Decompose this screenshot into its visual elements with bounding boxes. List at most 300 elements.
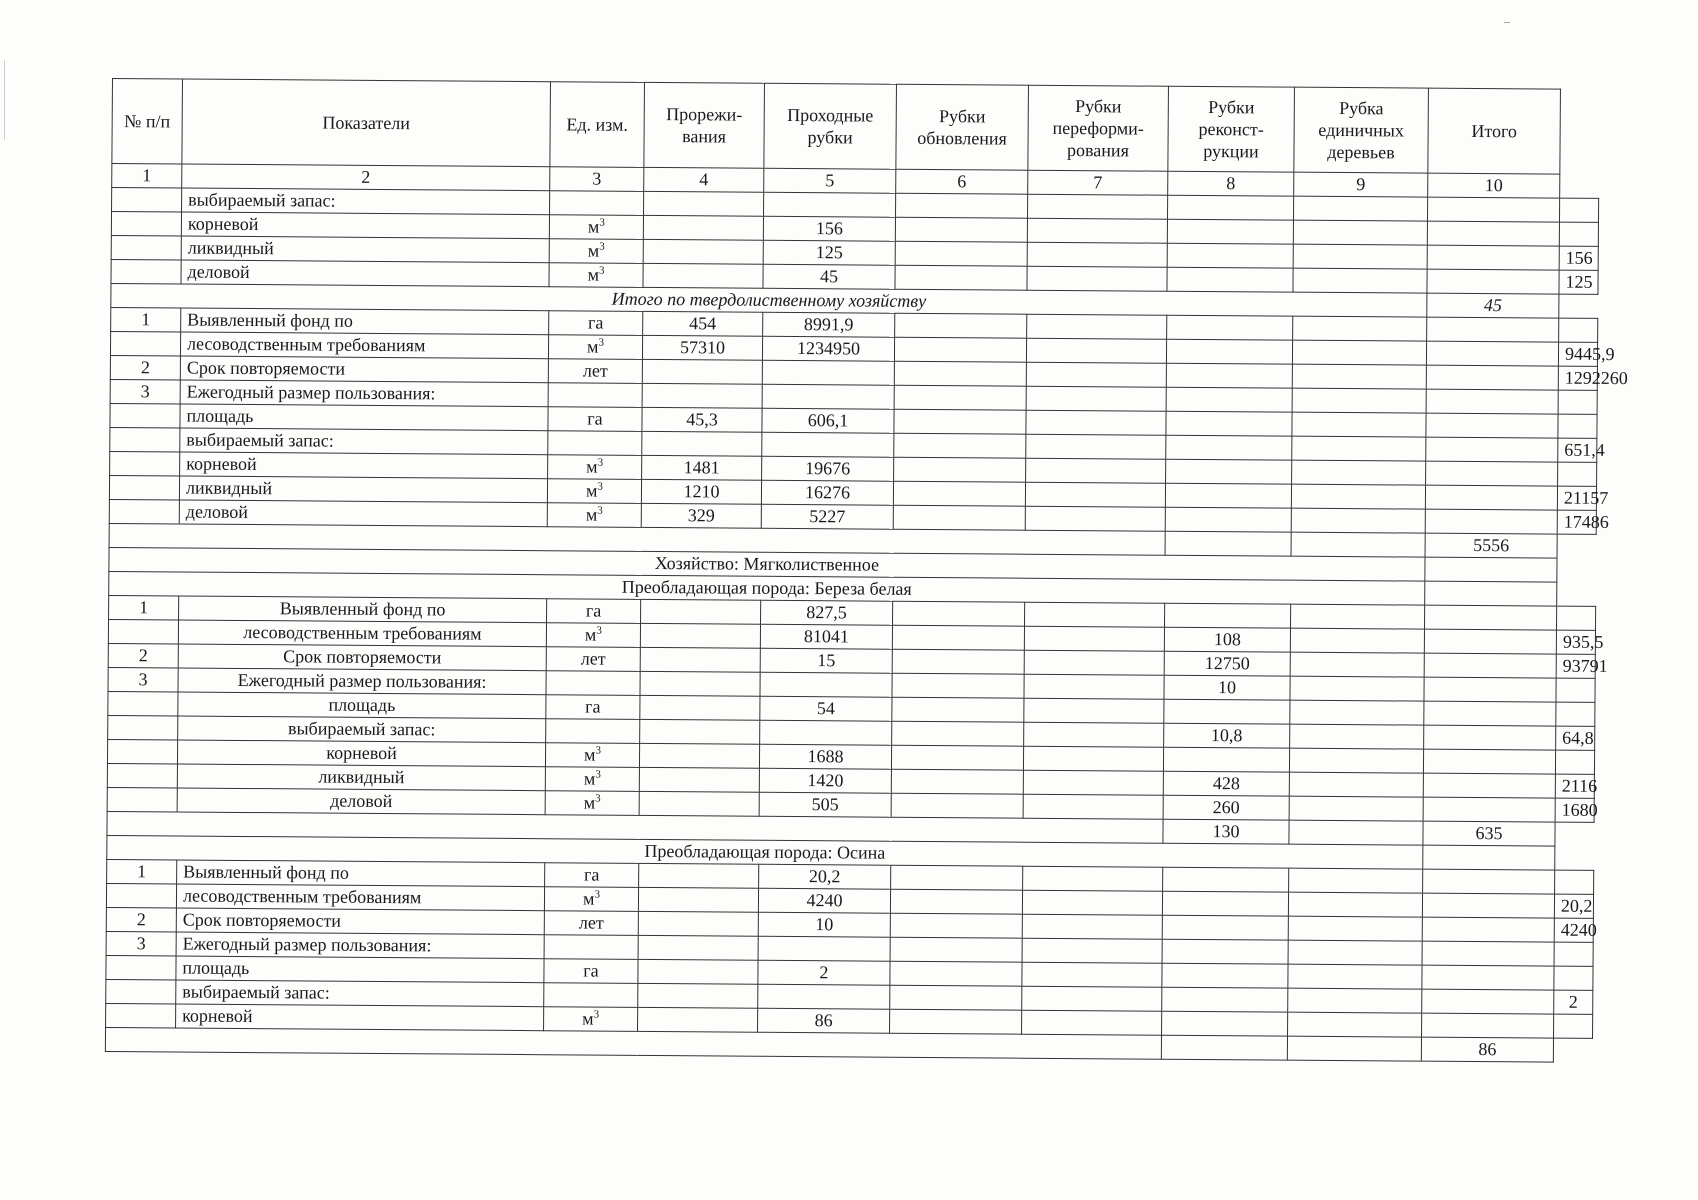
value-cell: 8991,9 [763, 312, 895, 337]
value-cell [1290, 652, 1424, 677]
unit-text: га [585, 696, 601, 717]
total-cell [1558, 414, 1597, 438]
value-cell [890, 985, 1022, 1010]
row-number [111, 235, 181, 260]
total-cell [1554, 966, 1593, 990]
value-cell [640, 647, 760, 672]
header-cell: Итого [1428, 88, 1561, 174]
value-cell: 86 [758, 1008, 890, 1033]
section-title: Преобладающая порода: Береза белая [109, 571, 1425, 605]
value-cell [1427, 197, 1559, 222]
value-cell: 20,2 [759, 864, 891, 889]
value-cell [890, 937, 1022, 962]
value-cell [894, 361, 1026, 386]
unit-text: м [585, 480, 598, 501]
value-cell [1422, 941, 1554, 966]
value-cell [1422, 917, 1554, 942]
value-cell [1288, 988, 1422, 1013]
total-cell: 21157 [1557, 486, 1596, 510]
row-number [109, 475, 179, 500]
total-cell: 86 [1421, 1037, 1553, 1062]
row-number [106, 883, 176, 908]
value-cell [1165, 603, 1291, 628]
unit-cell [547, 479, 641, 504]
scan-edge-mark [4, 60, 5, 140]
indicator-label: Выявленный фонд по [181, 308, 549, 335]
value-cell: 2 [758, 960, 890, 985]
value-cell [1288, 964, 1422, 989]
value-cell [641, 599, 761, 624]
row-number [107, 739, 177, 764]
value-cell [1426, 413, 1558, 438]
value-cell [1293, 316, 1427, 341]
row-number [111, 212, 181, 237]
value-cell [1288, 1012, 1422, 1037]
indicator-label: выбираемый запас: [182, 188, 550, 215]
column-number: 1 [112, 164, 182, 189]
value-cell [764, 192, 896, 217]
unit-cell [545, 767, 639, 792]
value-cell [1292, 436, 1426, 461]
value-cell [1024, 626, 1164, 651]
value-cell [894, 385, 1026, 410]
value-cell [1162, 939, 1288, 964]
value-cell [895, 217, 1027, 242]
unit-cell [546, 695, 640, 720]
unit-cell [549, 263, 643, 288]
value-cell [1164, 699, 1290, 724]
unit-text: м [584, 744, 596, 765]
total-cell [1556, 606, 1595, 630]
value-cell: 5227 [761, 504, 893, 529]
total-cell [1556, 678, 1595, 702]
row-number: 1 [111, 307, 181, 332]
value-cell: 108 [1164, 627, 1290, 652]
value-cell [1289, 820, 1423, 845]
value-cell [1162, 1011, 1288, 1036]
unit-cell [550, 191, 644, 216]
unit-cell [545, 863, 639, 888]
row-number [107, 763, 177, 788]
indicator-label: выбираемый запас: [176, 980, 544, 1007]
value-cell [1022, 938, 1162, 963]
row-number [109, 499, 179, 524]
value-cell [895, 265, 1027, 290]
unit-text: м [587, 216, 600, 237]
value-cell [1426, 461, 1558, 486]
indicator-label: площадь [178, 692, 546, 719]
unit-cell [544, 935, 638, 960]
forest-use-table [105, 78, 1628, 1063]
total-cell: 635 [1423, 821, 1555, 846]
value-cell: 10 [1164, 675, 1290, 700]
value-cell: 1481 [642, 455, 762, 480]
value-cell [1163, 867, 1289, 892]
unit-superscript: 3 [593, 1008, 600, 1021]
indicator-label: деловой [179, 500, 547, 527]
value-cell [890, 889, 1022, 914]
value-cell [891, 865, 1023, 890]
unit-cell [548, 335, 642, 360]
total-cell: 2 [1554, 990, 1593, 1014]
total-cell [1559, 318, 1598, 342]
column-number: 6 [896, 169, 1028, 194]
total-cell [1555, 750, 1594, 774]
value-cell [895, 241, 1027, 266]
total-cell: 651,4 [1558, 438, 1597, 462]
total-cell: 20,2 [1554, 894, 1593, 918]
column-number: 7 [1028, 170, 1168, 195]
value-cell [638, 911, 758, 936]
value-cell [892, 721, 1024, 746]
value-cell: 156 [763, 216, 895, 241]
value-cell [1287, 1036, 1421, 1061]
value-cell [891, 745, 1023, 770]
value-cell [1426, 389, 1558, 414]
indicator-label: лесоводственным требованиям [180, 332, 548, 359]
unit-cell [548, 455, 642, 480]
value-cell [1167, 315, 1293, 340]
indicator-label: корневой [177, 740, 545, 767]
value-cell [642, 359, 762, 384]
value-cell: 606,1 [762, 408, 894, 433]
value-cell: 57310 [642, 335, 762, 360]
value-cell [1291, 532, 1425, 557]
value-cell [1422, 1013, 1554, 1038]
value-cell: 130 [1163, 819, 1289, 844]
value-cell [894, 337, 1026, 362]
total-cell [1555, 870, 1594, 894]
column-number: 4 [644, 167, 764, 192]
value-cell [1288, 940, 1422, 965]
total-cell [1556, 702, 1595, 726]
value-cell [1290, 700, 1424, 725]
value-cell [640, 719, 760, 744]
indicator-label: Выявленный фонд по [179, 596, 547, 623]
value-cell [1163, 747, 1289, 772]
value-cell [638, 935, 758, 960]
value-cell [1166, 411, 1292, 436]
unit-superscript: 3 [595, 744, 602, 757]
value-cell [1024, 698, 1164, 723]
value-cell: 15 [760, 648, 892, 673]
value-cell [1026, 410, 1166, 435]
value-cell [1424, 725, 1556, 750]
unit-text: га [583, 864, 600, 885]
unit-cell [549, 239, 643, 264]
indicator-label: Срок повторяемости [178, 644, 546, 671]
indicator-label: Ежегодный размер пользования: [176, 932, 544, 959]
header-cell: Показатели [182, 79, 551, 167]
value-cell [762, 360, 894, 385]
value-cell [1166, 363, 1292, 388]
value-cell [894, 457, 1026, 482]
value-cell [642, 383, 762, 408]
total-cell: 45 [1427, 293, 1559, 318]
value-cell [1423, 869, 1555, 894]
value-cell [760, 672, 892, 697]
indicator-label: Ежегодный размер пользования: [178, 668, 546, 695]
value-cell: 329 [641, 503, 761, 528]
value-cell [1026, 338, 1166, 363]
row-number [106, 979, 176, 1004]
value-cell [894, 433, 1026, 458]
value-cell [1027, 266, 1167, 291]
indicator-label: Ежегодный размер пользования: [180, 380, 548, 407]
value-cell [1022, 962, 1162, 987]
total-cell [1425, 557, 1557, 582]
indicator-label: Срок повторяемости [176, 908, 544, 935]
total-cell: 4240 [1554, 918, 1593, 942]
value-cell [1427, 221, 1559, 246]
total-cell [1554, 942, 1593, 966]
value-cell [1022, 914, 1162, 939]
value-cell [1024, 674, 1164, 699]
value-cell [1162, 963, 1288, 988]
row-number [108, 619, 178, 644]
header-cell: Ед. изм. [550, 82, 645, 168]
value-cell [1288, 916, 1422, 941]
value-cell [640, 671, 760, 696]
value-cell [1166, 435, 1292, 460]
indicator-label: ликвидный [177, 764, 545, 791]
value-cell [642, 431, 762, 456]
row-number: 2 [110, 355, 180, 380]
value-cell [893, 481, 1025, 506]
value-cell [1167, 267, 1293, 292]
value-cell [1292, 340, 1426, 365]
unit-superscript: 3 [599, 240, 605, 253]
column-number: 10 [1428, 173, 1560, 198]
value-cell [1027, 314, 1167, 339]
value-cell [1162, 891, 1288, 916]
indicator-label: площадь [180, 404, 548, 431]
total-cell [1425, 581, 1557, 606]
unit-text: м [584, 624, 597, 645]
value-cell [1427, 317, 1559, 342]
unit-text: м [587, 336, 599, 357]
unit-text: м [587, 264, 600, 285]
unit-text: м [583, 768, 596, 789]
value-cell [1027, 194, 1167, 219]
value-cell [1293, 244, 1427, 269]
value-cell [639, 743, 759, 768]
unit-superscript: 3 [597, 480, 603, 493]
value-cell: 16276 [761, 480, 893, 505]
value-cell [892, 625, 1024, 650]
value-cell [1022, 986, 1162, 1011]
unit-superscript: 3 [595, 768, 601, 781]
value-cell [1293, 220, 1427, 245]
value-cell [1425, 509, 1557, 534]
value-cell [1422, 965, 1554, 990]
unit-cell [544, 959, 638, 984]
value-cell [892, 697, 1024, 722]
unit-text: м [585, 504, 598, 525]
value-cell: 1234950 [762, 336, 894, 361]
value-cell: 125 [763, 240, 895, 265]
value-cell [891, 769, 1023, 794]
row-number [110, 403, 180, 428]
value-cell [1023, 746, 1163, 771]
value-cell [1025, 482, 1165, 507]
total-cell: 935,5 [1556, 630, 1595, 654]
value-cell: 81041 [760, 624, 892, 649]
value-cell: 827,5 [761, 600, 893, 625]
value-cell: 260 [1163, 795, 1289, 820]
value-cell [643, 263, 763, 288]
total-cell [1423, 845, 1555, 870]
indicator-label: площадь [176, 956, 544, 983]
value-cell [1424, 629, 1556, 654]
indicator-label: выбираемый запас: [180, 428, 548, 455]
total-cell: 156 [1559, 246, 1598, 270]
unit-cell [544, 1007, 638, 1032]
section-title: Итого по твердолиственному хозяйству [111, 283, 1427, 317]
unit-cell [548, 407, 642, 432]
value-cell: 12750 [1164, 651, 1290, 676]
column-number: 5 [764, 168, 896, 193]
indicator-label: деловой [181, 260, 549, 287]
unit-superscript: 3 [595, 792, 601, 805]
unit-cell [547, 599, 641, 624]
value-cell [1025, 602, 1165, 627]
value-cell [1291, 508, 1425, 533]
unit-text: м [583, 792, 596, 813]
value-cell: 1420 [759, 768, 891, 793]
section-title: Преобладающая порода: Осина [107, 835, 1423, 869]
value-cell [1022, 890, 1162, 915]
value-cell [1026, 362, 1166, 387]
unit-text: лет [578, 912, 604, 933]
value-cell [1162, 987, 1288, 1012]
value-cell [1426, 341, 1558, 366]
unit-superscript: 3 [597, 504, 603, 517]
value-cell [760, 720, 892, 745]
column-number: 9 [1294, 172, 1428, 197]
table-body [105, 188, 1628, 1063]
value-cell [1292, 364, 1426, 389]
value-cell [891, 793, 1023, 818]
row-number: 2 [108, 643, 178, 668]
value-cell: 45,3 [642, 407, 762, 432]
value-cell [1022, 1010, 1162, 1035]
row-number [108, 715, 178, 740]
value-cell [1424, 605, 1556, 630]
value-cell [1026, 458, 1166, 483]
unit-text: га [587, 312, 604, 333]
value-cell [638, 983, 758, 1008]
value-cell [643, 239, 763, 264]
value-cell [762, 432, 894, 457]
value-cell: 54 [760, 696, 892, 721]
value-cell [1424, 653, 1556, 678]
unit-text: га [587, 408, 603, 429]
value-cell [643, 215, 763, 240]
header-cell: Рубки реконст-рукции [1168, 86, 1295, 172]
value-cell [1427, 269, 1559, 294]
unit-text: га [583, 960, 599, 981]
value-cell [1166, 339, 1292, 364]
value-cell [638, 887, 758, 912]
value-cell: 10,8 [1164, 723, 1290, 748]
unit-cell [548, 431, 642, 456]
row-number [106, 1003, 176, 1028]
value-cell [1426, 365, 1558, 390]
unit-text: м [582, 1008, 594, 1029]
row-number: 3 [106, 931, 176, 956]
row-number: 3 [110, 379, 180, 404]
total-cell [1559, 222, 1598, 246]
value-cell [1423, 749, 1555, 774]
unit-cell [546, 719, 640, 744]
value-cell [1024, 722, 1164, 747]
value-cell [638, 959, 758, 984]
value-cell [1290, 628, 1424, 653]
unit-text: м [587, 240, 600, 261]
column-number: 8 [1168, 171, 1294, 196]
indicator-label: выбираемый запас: [178, 716, 546, 743]
value-cell [1165, 483, 1291, 508]
total-cell [1554, 1014, 1593, 1038]
value-cell [644, 191, 764, 216]
value-cell [1423, 797, 1555, 822]
indicator-label: деловой [177, 788, 545, 815]
unit-superscript: 3 [599, 216, 605, 229]
value-cell [890, 1009, 1022, 1034]
value-cell [1167, 195, 1293, 220]
unit-cell [546, 671, 640, 696]
unit-cell [545, 791, 639, 816]
row-number: 1 [109, 595, 179, 620]
unit-text: м [582, 888, 595, 909]
unit-cell [549, 215, 643, 240]
indicator-label: Выявленный фонд по [177, 860, 545, 887]
value-cell [758, 936, 890, 961]
total-cell [1558, 462, 1597, 486]
total-cell [1559, 198, 1598, 222]
value-cell [1167, 219, 1293, 244]
value-cell [896, 193, 1028, 218]
row-number: 1 [107, 859, 177, 884]
total-cell: 1292260 [1558, 366, 1597, 390]
value-cell [758, 984, 890, 1009]
value-cell [1023, 770, 1163, 795]
value-cell: 4240 [758, 888, 890, 913]
value-cell [1291, 484, 1425, 509]
header-cell: Проходные рубки [764, 83, 897, 169]
value-cell [1167, 243, 1293, 268]
value-cell [1166, 459, 1292, 484]
total-cell: 9445,9 [1558, 342, 1597, 366]
column-number: 3 [550, 167, 644, 192]
value-cell [639, 863, 759, 888]
value-cell [1165, 507, 1291, 532]
value-cell [1289, 796, 1423, 821]
value-cell [1290, 604, 1424, 629]
unit-text: га [585, 600, 602, 621]
value-cell [895, 313, 1027, 338]
value-cell [892, 649, 1024, 674]
scan-speck [1504, 22, 1510, 23]
value-cell [1162, 915, 1288, 940]
value-cell [1023, 866, 1163, 891]
unit-cell [549, 311, 643, 336]
unit-superscript: 3 [596, 624, 602, 637]
value-cell: 428 [1163, 771, 1289, 796]
value-cell [1424, 701, 1556, 726]
value-cell [890, 961, 1022, 986]
